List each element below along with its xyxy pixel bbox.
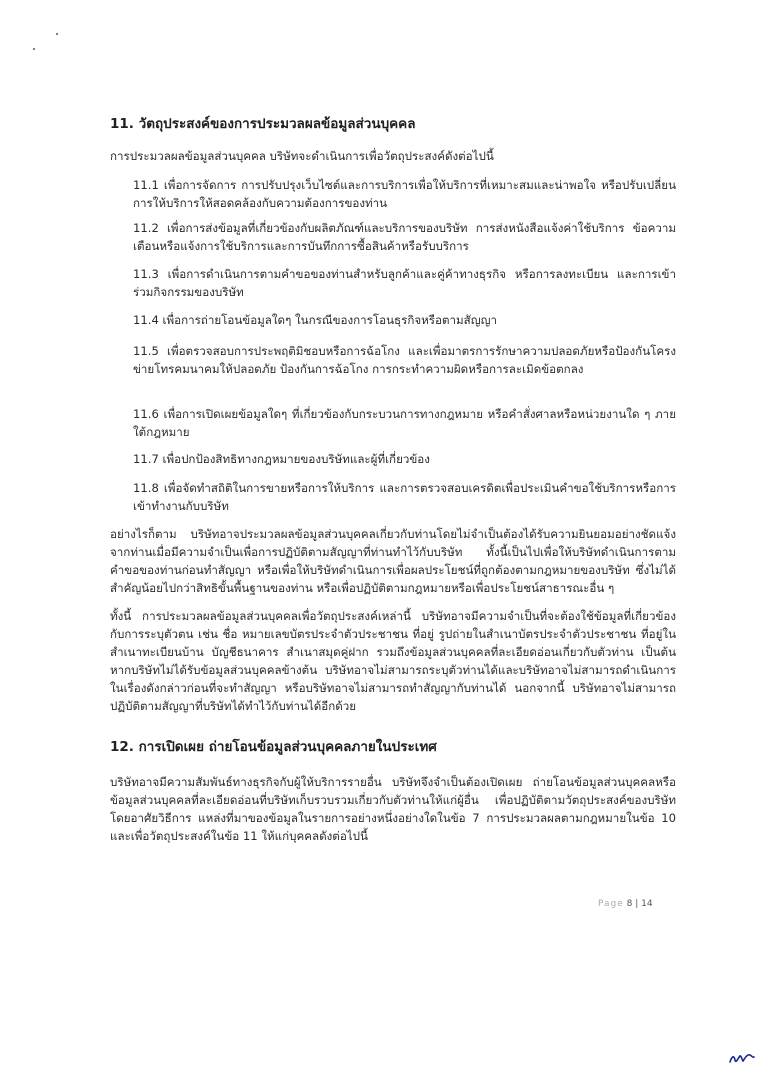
list-item-11-8: 11.8 เพื่อจัดทำสถิติในการขายหรือการให้บริการ และการตรวจสอบเครดิตเพื่อประเมินคำขอใช้บริการหรือการเข้าทำงานกับบริษัท xyxy=(133,481,676,513)
handwritten-signature xyxy=(728,1046,756,1068)
list-item-11-6: 11.6 เพื่อการเปิดเผยข้อมูลใดๆ ที่เกี่ยวข้องกับกระบวนการทางกฎหมาย หรือคำสั่งศาลหรือหน่วยงานใด ๆ ภายใต้กฎหมาย xyxy=(133,407,676,439)
scan-speck xyxy=(56,33,58,35)
section-11-intro: การประมวลผลข้อมูลส่วนบุคคล บริษัทจะดำเนินการเพื่อวัตถุประสงค์ดังต่อไปนี้ xyxy=(110,149,494,163)
section-11-heading: 11. วัตถุประสงค์ของการประมวลผลข้อมูลส่วนบุคคล xyxy=(110,116,416,132)
section-11-paragraph-2: ทั้งนี้ การประมวลผลข้อมูลส่วนบุคคลเพื่อวัตถุประสงค์เหล่านี้ บริษัทอาจมีความจำเป็นที่จะต้องใช้ข้อมูลที่เกี่ยวข้องกับการระบุตัวตน เช่น ชื่อ หมายเลขบัตรประจำตัวประชาชน ที่อยู่ รูปถ่ายในสำเนาบัตรประจำตัวประชาชน ที่อยู่ในสำเนาทะเบียนบ้าน บัญชีธนาคาร สำเนาสมุดคู่ฝาก รวมถึงข้อมูลส่วนบุคคลที่ละเอียดอ่อนเกี่ยวกับตัวท่าน เป็นต้น หากบริษัทไม่ได้รับข้อมูลส่วนบุคคลข้างต้น บริษัทอาจไม่สามารถระบุตัวท่านได้และบริษัทอาจไม่สามารถดำเนินการในเรื่องดังกล่าวก่อนที่จะทำสัญญา หรือบริษัทอาจไม่สามารถทำสัญญากับท่านได้ นอกจากนี้ บริษัทอาจไม่สามารถปฏิบัติตามสัญญาที่บริษัทได้ทำไว้กับท่านได้อีกด้วย xyxy=(110,609,676,713)
page-footer xyxy=(598,899,653,909)
section-12-paragraph-1: บริษัทอาจมีความสัมพันธ์ทางธุรกิจกับผู้ให้บริการรายอื่น บริษัทจึงจำเป็นต้องเปิดเผย ถ่ายโอนข้อมูลส่วนบุคคลหรือข้อมูลส่วนบุคคลที่ละเอียดอ่อนที่บริษัทเก็บรวบรวมเกี่ยวกับตัวท่านให้แก่ผู้อื่น เพื่อปฏิบัติตามวัตถุประสงค์ของบริษัท โดยอาศัยวิธีการ แหล่งที่มาของข้อมูลในรายการอย่างหนึ่งอย่างใดในข้อ 7 การประมวลผลตามกฎหมายในข้อ 10 และเพื่อวัตถุประสงค์ในข้อ 11 ให้แก่บุคคลดังต่อไปนี้ xyxy=(110,775,676,843)
section-12-heading: 12. การเปิดเผย ถ่ายโอนข้อมูลส่วนบุคคลภายในประเทศ xyxy=(110,739,437,755)
list-item-11-7: 11.7 เพื่อปกป้องสิทธิทางกฎหมายของบริษัทและผู้ที่เกี่ยวข้อง xyxy=(133,452,430,466)
scan-speck xyxy=(33,48,35,50)
list-item-11-5: 11.5 เพื่อตรวจสอบการประพฤติมิชอบหรือการฉ้อโกง และเพื่อมาตรการรักษาความปลอดภัยหรือป้องกันโครงข่ายโทรคมนาคมให้ปลอดภัย ป้องกันการฉ้อโกง การกระทำความผิดหรือการละเมิดข้อตกลง xyxy=(133,344,676,376)
section-11-paragraph-1: อย่างไรก็ตาม บริษัทอาจประมวลผลข้อมูลส่วนบุคคลเกี่ยวกับท่านโดยไม่จำเป็นต้องได้รับความยินยอมอย่างชัดแจ้งจากท่านเมื่อมีความจำเป็นเพื่อการปฏิบัติตามสัญญาที่ท่านทำไว้กับบริษัท ทั้งนี้เป็นไปเพื่อให้บริษัทดำเนินการตามคำขอของท่านก่อนทำสัญญา หรือเพื่อให้บริษัทดำเนินการเพื่อผลประโยชน์ที่ถูกต้องตามกฎหมายของบริษัท ซึ่งไม่ได้สำคัญน้อยไปกว่าสิทธิขั้นพื้นฐานของท่าน หรือเพื่อปฏิบัติตามกฎหมายหรือเพื่อประโยชน์สาธารณะอื่น ๆ xyxy=(110,527,676,595)
page-number: 8 | 14 xyxy=(626,899,653,909)
list-item-11-3: 11.3 เพื่อการดำเนินการตามคำขอของท่านสำหรับลูกค้าและคู่ค้าทางธุรกิจ หรือการลงทะเบียน และการเข้าร่วมกิจกรรมของบริษัท xyxy=(133,267,676,299)
list-item-11-1: 11.1 เพื่อการจัดการ การปรับปรุงเว็บไซต์และการบริการเพื่อให้บริการที่เหมาะสมและน่าพอใจ หรือปรับเปลี่ยนการให้บริการให้สอดคล้องกับความต้องการของท่าน xyxy=(133,178,676,210)
page-word: Page xyxy=(598,899,624,909)
list-item-11-4: 11.4 เพื่อการถ่ายโอนข้อมูลใดๆ ในกรณีของการโอนธุรกิจหรือตามสัญญา xyxy=(133,313,497,327)
list-item-11-2: 11.2 เพื่อการส่งข้อมูลที่เกี่ยวข้องกับผลิตภัณฑ์และบริการของบริษัท การส่งหนังสือแจ้งค่าใช้บริการ ข้อความเตือนหรือแจ้งการใช้บริการและการบันทึกการซื้อสินค้าหรือรับบริการ xyxy=(133,221,676,253)
